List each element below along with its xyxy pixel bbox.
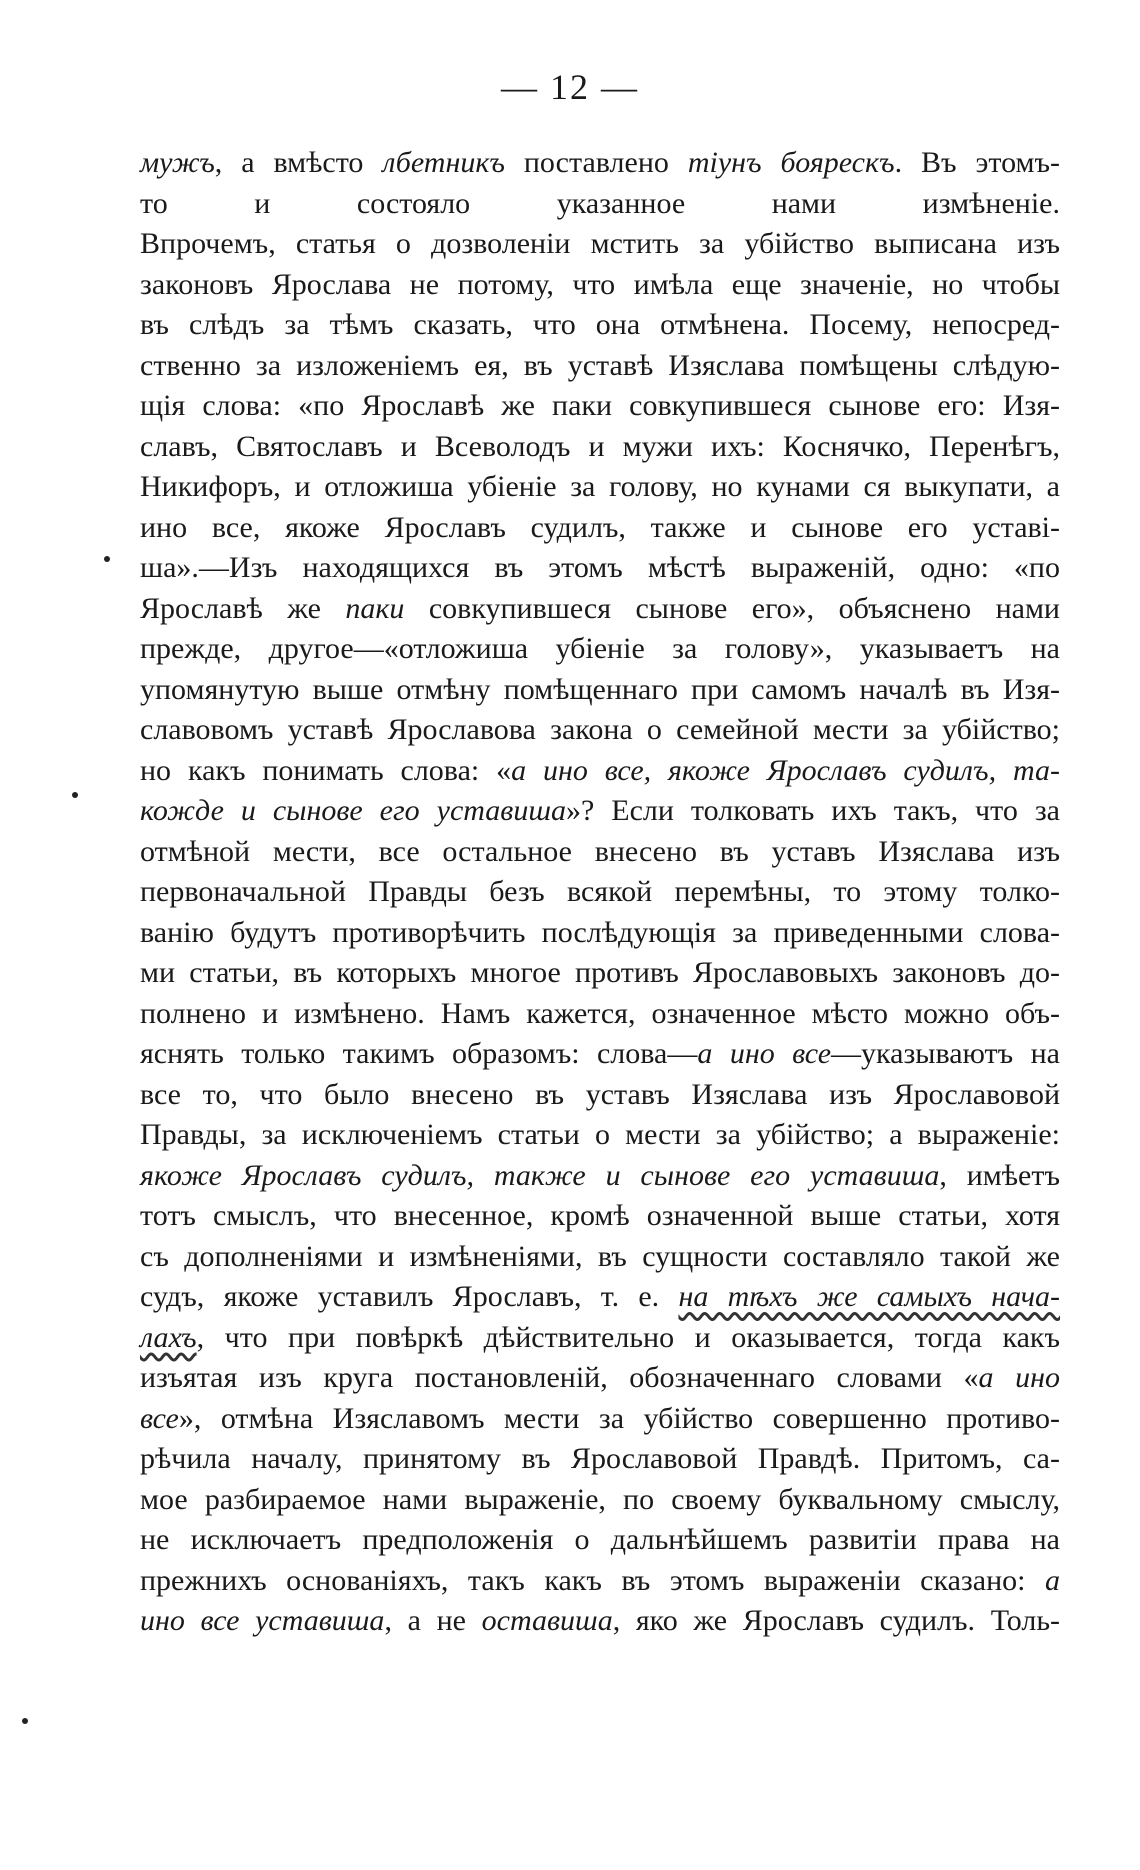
text-line	[140, 1399, 1060, 1440]
text-line	[140, 1156, 1060, 1197]
text-span: полнено и измѣнено. Намъ кажется, означенное мѣсто можно объ-	[140, 996, 1060, 1030]
text-line	[140, 589, 1060, 630]
text-span: отмѣной мести, все остальное внесено въ уставъ Изяслава изъ	[140, 834, 1060, 868]
text-line	[140, 143, 1060, 184]
text-line	[140, 629, 1060, 670]
text-span: ванію будутъ противорѣчить послѣдующія за приведенными слова-	[140, 915, 1060, 949]
body-text	[140, 143, 1060, 1642]
italic-span: якоже Ярославъ судилъ, также и сынове его уставиша	[140, 1158, 940, 1192]
text-span: », отмѣна Изяславомъ мести за убійство совершенно противо-	[178, 1401, 1060, 1435]
print-speck	[72, 792, 78, 798]
text-line	[140, 427, 1060, 468]
italic-span: ино все уставиша	[140, 1604, 385, 1637]
text-span: рѣчила началу, принятому въ Ярославовой Правдѣ. Притомъ, са-	[140, 1442, 1060, 1475]
text-line	[140, 1318, 1060, 1359]
italic-span: а ино все	[697, 1037, 832, 1070]
text-span: , что при повѣркѣ дѣйствительно и оказывается, тогда какъ	[196, 1320, 1060, 1354]
text-span: , яко же Ярославъ судилъ. Толь-	[612, 1604, 1061, 1637]
text-span: законовъ Ярослава не потому, что имѣла еще значеніе, но чтобы	[140, 267, 1060, 301]
text-span: ша».—Изъ находящихся въ этомъ мѣстѣ выраженій, одно: «по	[140, 551, 1060, 584]
text-span: , а не	[384, 1604, 482, 1637]
text-line	[140, 1237, 1060, 1278]
text-span: Впрочемъ, статья о дозволеніи мстить за убійство выписана изъ	[140, 227, 1060, 260]
text-span: совкупившеся сынове его», объяснено нами	[404, 591, 1060, 625]
text-span: Никифоръ, и отложиша убіеніе за голову, но кунами ся выкупати, а	[140, 470, 1060, 503]
text-span: славовомъ уставѣ Ярославова закона о семейной мести за убійство;	[140, 713, 1060, 746]
italic-span: кожде и сынове его уставиша	[140, 794, 566, 827]
text-line	[140, 508, 1060, 549]
italic-span: лахъ	[140, 1320, 197, 1354]
text-line	[140, 305, 1060, 346]
text-line	[140, 710, 1060, 751]
text-line	[140, 1196, 1060, 1237]
text-line	[140, 1075, 1060, 1116]
text-line	[140, 751, 1060, 792]
text-span: въ слѣдъ за тѣмъ сказать, что она отмѣнена. Посему, непосред-	[140, 308, 1060, 341]
text-span: , имѣетъ	[939, 1158, 1060, 1192]
text-line	[140, 832, 1060, 873]
text-span: славъ, Святославъ и Всеволодъ и мужи ихъ: Коснячко, Перенѣгъ,	[140, 429, 1060, 463]
print-speck	[104, 556, 110, 562]
italic-span: лбетникъ	[382, 146, 505, 179]
text-span: , а вмѣсто	[214, 146, 383, 179]
text-line	[140, 346, 1060, 387]
text-line	[140, 224, 1060, 265]
text-line	[140, 386, 1060, 427]
text-span: Правды, за исключеніемъ статьи о мести за убійство; а выраженіе:	[140, 1118, 1060, 1151]
text-line	[140, 1034, 1060, 1075]
italic-span: паки	[345, 591, 405, 625]
text-line	[140, 265, 1060, 306]
text-span: но какъ понимать слова: «	[140, 753, 512, 787]
text-line	[140, 953, 1060, 994]
text-span: яснять только такимъ образомъ: слова—	[140, 1037, 698, 1070]
text-line	[140, 467, 1060, 508]
text-line	[140, 994, 1060, 1035]
text-line	[140, 548, 1060, 589]
text-span: ино все, якоже Ярославъ судилъ, также и сынове его уставі-	[140, 510, 1060, 544]
text-span: съ дополненіями и измѣненіями, въ сущности составляло такой же	[140, 1239, 1060, 1273]
text-span: поставлено	[504, 146, 688, 179]
text-span: тотъ смыслъ, что внесенное, кромѣ означенной выше статьи, хотя	[140, 1199, 1060, 1232]
text-span: прежде, другое—«отложиша убіеніе за голову», указываетъ на	[140, 632, 1060, 665]
text-span: Ярославѣ же	[140, 591, 346, 625]
text-line	[140, 1520, 1060, 1561]
text-span: первоначальной Правды безъ всякой перемѣны, то этому толко-	[140, 875, 1060, 908]
text-line	[140, 1358, 1060, 1399]
text-span: »? Если толковать ихъ такъ, что за	[565, 794, 1060, 827]
text-line	[140, 1480, 1060, 1521]
print-speck	[22, 1718, 28, 1724]
italic-span: все	[140, 1401, 179, 1435]
italic-span: на тѣхъ же самыхъ нача-	[678, 1280, 1061, 1313]
italic-span: мужъ	[140, 146, 215, 179]
italic-span: а ино	[978, 1361, 1060, 1394]
text-span: судъ, якоже уставилъ Ярославъ, т. е.	[140, 1280, 679, 1313]
text-span: щія слова: «по Ярославѣ же паки совкупившеся сынове его: Изя-	[140, 389, 1060, 422]
italic-span: оставиша	[481, 1604, 613, 1637]
text-line	[140, 913, 1060, 954]
italic-span: тіунъ боярескъ	[687, 146, 895, 179]
text-span: ственно за изложеніемъ ея, въ уставѣ Изяслава помѣщены слѣдую-	[140, 348, 1060, 382]
text-span: изъятая изъ круга постановленій, обозначеннаго словами «	[140, 1361, 979, 1394]
text-line	[140, 1439, 1060, 1480]
text-span: —указываютъ на	[831, 1037, 1060, 1070]
text-line	[140, 791, 1060, 832]
text-span: то и состояло указанное нами измѣненіе.	[140, 186, 1060, 220]
text-line	[140, 670, 1060, 711]
text-span: прежнихъ основаніяхъ, такъ какъ въ этомъ выраженіи сказано:	[140, 1563, 1045, 1597]
text-line	[140, 1601, 1060, 1642]
text-line	[140, 1561, 1060, 1602]
text-span: все то, что было внесено въ уставъ Изяслава изъ Ярославовой	[140, 1077, 1060, 1111]
text-line	[140, 184, 1060, 225]
italic-span: а ино все, якоже Ярославъ судилъ, та-	[511, 753, 1060, 787]
page-number: — 12 —	[501, 67, 639, 107]
text-line	[140, 1115, 1060, 1156]
text-span: не исключаетъ предположенія о дальнѣйшемъ развитіи права на	[140, 1523, 1060, 1556]
text-span: . Въ этомъ-	[894, 146, 1060, 179]
text-line	[140, 872, 1060, 913]
text-span: мое разбираемое нами выраженіе, по своему буквальному смыслу,	[140, 1482, 1060, 1516]
text-line	[140, 1277, 1060, 1318]
text-span: ми статьи, въ которыхъ многое противъ Ярославовыхъ законовъ до-	[140, 956, 1060, 989]
italic-span: а	[1045, 1563, 1060, 1597]
text-span: упомянутую выше отмѣну помѣщеннаго при самомъ началѣ въ Изя-	[140, 672, 1060, 706]
